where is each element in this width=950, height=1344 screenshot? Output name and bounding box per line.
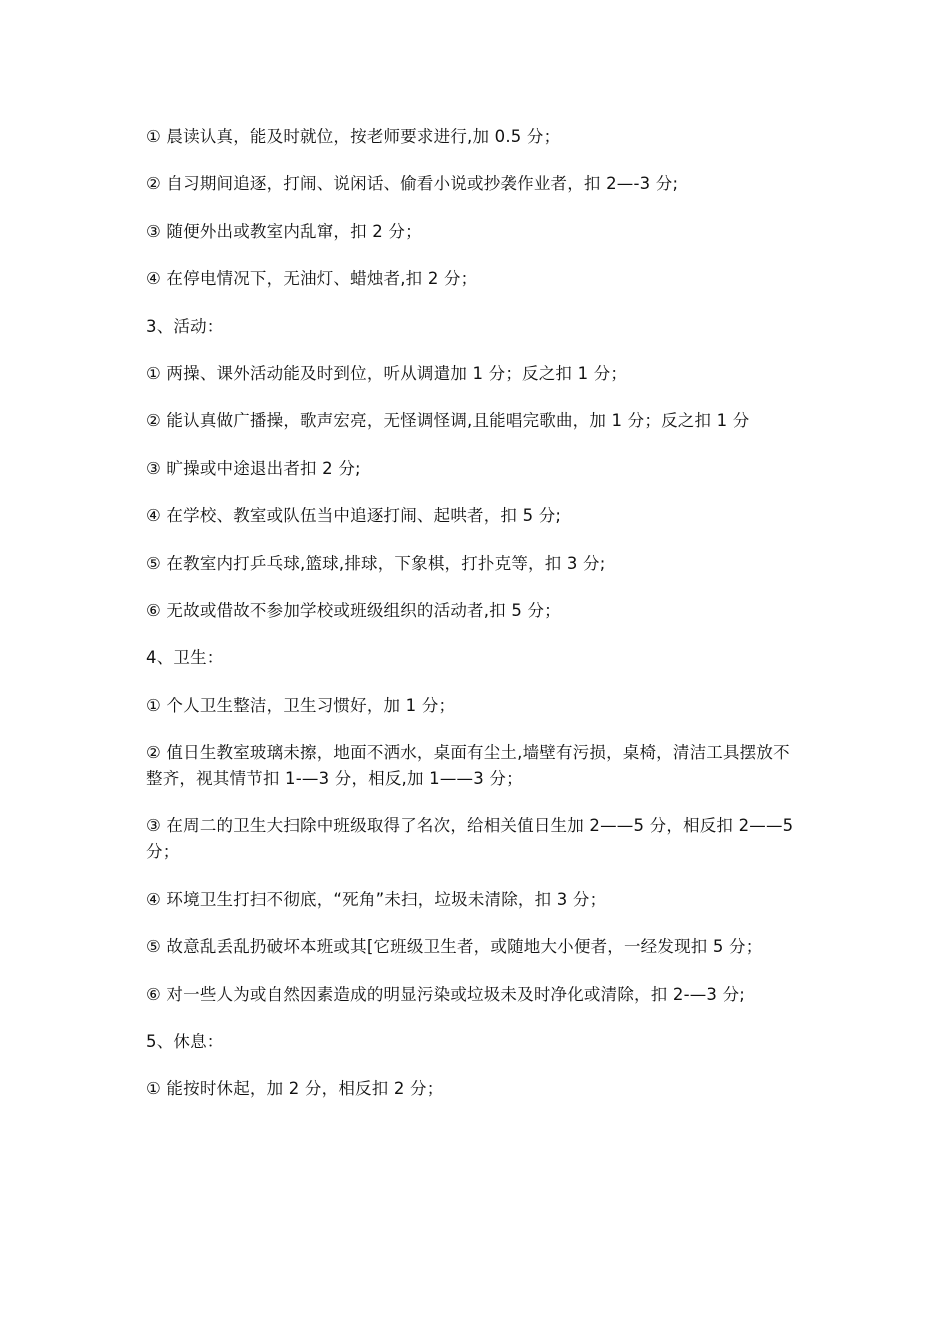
item-exercises-on-time: ① 两操、课外活动能及时到位，听从调遣加 1 分；反之扣 1 分； — [146, 363, 628, 383]
item-environment-cleaning: ④ 环境卫生打扫不彻底，“死角”未扫，垃圾未清除，扣 3 分； — [146, 889, 607, 909]
item-personal-hygiene: ① 个人卫生整洁，卫生习惯好，加 1 分； — [146, 695, 456, 715]
item-power-outage: ④ 在停电情况下，无油灯、蜡烛者,扣 2 分； — [146, 269, 478, 289]
item-duty-cleaning: ② 值日生教室玻璃未擦，地面不洒水，桌面有尘土,墙壁有污损，桌椅，清洁工具摆放不整齐，视其情节扣 1-—3 分，相反,加 1——3 分； — [146, 743, 790, 789]
item-rest-on-time: ① 能按时休起，加 2 分，相反扣 2 分； — [146, 1079, 444, 1099]
section-heading-hygiene: 4、卫生： — [146, 648, 224, 668]
item-absent-activities: ⑥ 无故或借故不参加学校或班级组织的活动者,扣 5 分； — [146, 600, 561, 620]
item-tuesday-cleanup: ③ 在周二的卫生大扫除中班级取得了名次，给相关值日生加 2——5 分，相反扣 2——5 分； — [146, 816, 794, 862]
item-chasing: ④ 在学校、教室或队伍当中追逐打闹、起哄者，扣 5 分; — [146, 506, 562, 526]
section-heading-rest: 5、休息： — [146, 1032, 224, 1052]
document-body — [146, 124, 806, 1124]
item-littering: ⑤ 故意乱丢乱扔破坏本班或其[它班级卫生者，或随地大小便者，一经发现扣 5 分； — [146, 937, 763, 957]
section-heading-activities: 3、活动： — [146, 316, 224, 336]
item-morning-reading: ① 晨读认真，能及时就位，按老师要求进行,加 0.5 分； — [146, 127, 561, 146]
item-broadcast-exercise: ② 能认真做广播操，歌声宏亮，无怪调怪调,且能唱完歌曲，加 1 分；反之扣 1 分 — [146, 411, 750, 431]
item-wandering: ③ 随便外出或教室内乱窜，扣 2 分； — [146, 221, 422, 241]
item-indoor-games: ⑤ 在教室内打乒乓球,篮球,排球，下象棋，打扑克等，扣 3 分; — [146, 553, 606, 573]
item-self-study: ② 自习期间追逐，打闹、说闲话、偷看小说或抄袭作业者，扣 2—-3 分; — [146, 174, 679, 194]
item-skip-exercise: ③ 旷操或中途退出者扣 2 分; — [146, 458, 361, 478]
item-pollution: ⑥ 对一些人为或自然因素造成的明显污染或垃圾未及时净化或清除，扣 2-—3 分; — [146, 984, 746, 1004]
